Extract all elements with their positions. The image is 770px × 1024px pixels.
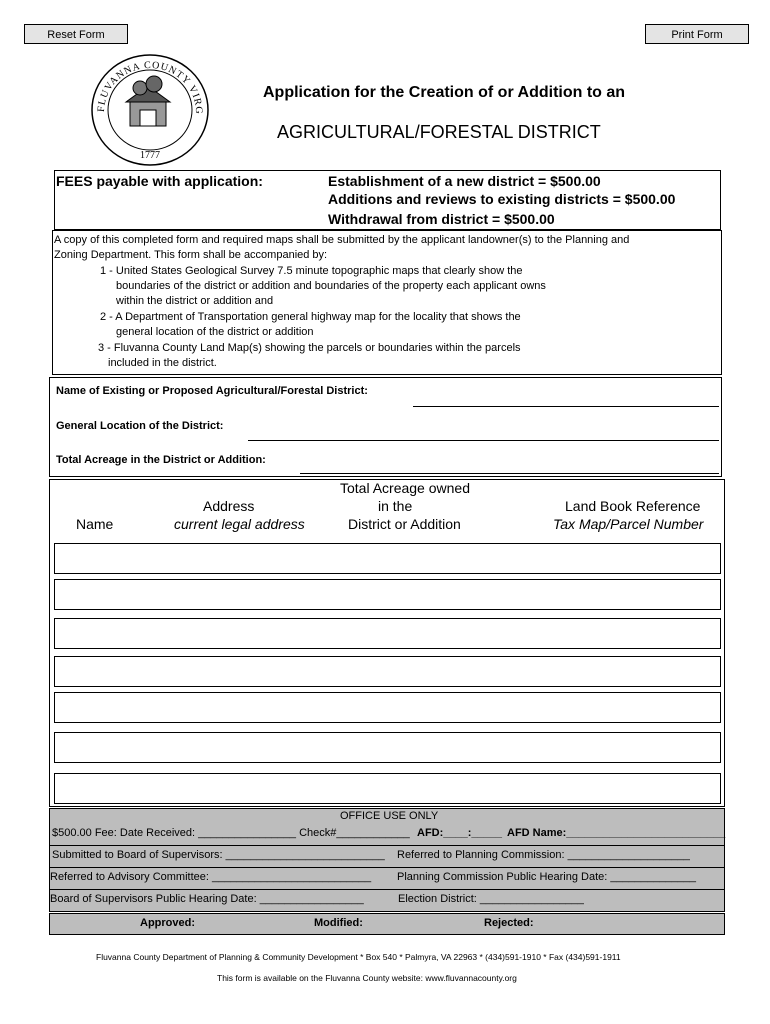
- col-header-acreage: Total Acreage owned: [340, 480, 470, 496]
- office-board-submitted: Submitted to Board of Supervisors: __________________________: [52, 849, 385, 861]
- landowner-row-7[interactable]: [54, 773, 721, 804]
- instruction-item-2: 2 - A Department of Transportation general highway map for the locality that shows the: [100, 311, 521, 323]
- instructions-intro: A copy of this completed form and required maps shall be submitted by the applicant landowner(s) to the Planning and: [54, 234, 630, 246]
- office-board-hearing: Board of Supervisors Public Hearing Date: _________________: [50, 893, 364, 905]
- instruction-item-2-cont: general location of the district or addition: [116, 326, 314, 338]
- office-approved: Approved:: [140, 917, 195, 929]
- office-modified: Modified:: [314, 917, 363, 929]
- svg-text:1777: 1777: [140, 150, 160, 161]
- col-header-name: Name: [76, 516, 114, 532]
- fee-withdrawal: Withdrawal from district = $500.00: [328, 211, 555, 227]
- district-acreage-field[interactable]: [300, 473, 719, 474]
- office-planning-referred: Referred to Planning Commission: ____________________: [397, 849, 690, 861]
- office-advisory: Referred to Advisory Committee: __________________________: [50, 871, 372, 883]
- svg-text:FLUVANNA COUNTY VIRGINIA: FLUVANNA COUNTY VIRG: [95, 59, 205, 115]
- district-acreage-label: Total Acreage in the District or Addition:: [56, 454, 266, 466]
- fee-additions: Additions and reviews to existing districts = $500.00: [328, 191, 676, 207]
- footer-contact: Fluvanna County Department of Planning & Community Development * Box 540 * Palmyra, VA 22963 * (434)591-1910 * Fax (434)591-1911: [96, 952, 621, 962]
- instruction-item-1-cont2: within the district or addition and: [116, 295, 274, 307]
- instruction-item-3-cont: included in the district.: [108, 357, 217, 369]
- district-location-field[interactable]: [248, 440, 719, 441]
- office-rejected: Rejected:: [484, 917, 534, 929]
- title-line1: Application for the Creation of or Addition to an: [263, 84, 626, 101]
- office-election-district: Election District: _________________: [398, 893, 584, 905]
- fee-establishment: Establishment of a new district = $500.00: [328, 173, 601, 189]
- reset-form-button[interactable]: Reset Form: [24, 24, 128, 44]
- office-planning-hearing: Planning Commission Public Hearing Date: ______________: [397, 871, 697, 883]
- landowner-row-6[interactable]: [54, 732, 721, 763]
- landowner-row-2[interactable]: [54, 579, 721, 610]
- landowner-row-5[interactable]: [54, 692, 721, 723]
- office-afd-name: AFD Name:__________________________: [507, 827, 726, 839]
- footer-website: This form is available on the Fluvanna County website: www.fluvannacounty.org: [217, 973, 517, 983]
- landowner-row-3[interactable]: [54, 618, 721, 649]
- fees-label: FEES payable with application:: [56, 173, 263, 189]
- district-name-label: Name of Existing or Proposed Agricultural/Forestal District:: [56, 385, 368, 397]
- county-seal-logo: [88, 52, 212, 170]
- col-header-acreage-3: District or Addition: [348, 516, 461, 532]
- print-form-button[interactable]: Print Form: [645, 24, 749, 44]
- office-afd: AFD:____:_____: [417, 827, 502, 839]
- col-header-acreage-2: in the: [378, 498, 413, 514]
- col-header-landbook: Land Book Reference: [565, 498, 701, 514]
- col-header-address-sub: current legal address: [174, 516, 305, 532]
- office-fee-line: $500.00 Fee: Date Received: ________________ Check#____________: [52, 827, 410, 839]
- instruction-item-1: 1 - United States Geological Survey 7.5 minute topographic maps that clearly show the: [100, 265, 523, 277]
- col-header-address: Address: [203, 498, 255, 514]
- instructions-intro-cont: Zoning Department. This form shall be accompanied by:: [54, 249, 328, 261]
- instruction-item-1-cont: boundaries of the district or addition and boundaries of the property each applicant owns: [116, 280, 546, 292]
- district-location-label: General Location of the District:: [56, 420, 224, 432]
- landowner-row-1[interactable]: [54, 543, 721, 574]
- col-header-landbook-sub: Tax Map/Parcel Number: [553, 516, 704, 532]
- instruction-item-3: 3 - Fluvanna County Land Map(s) showing the parcels or boundaries within the parcels: [98, 342, 521, 354]
- landowner-row-4[interactable]: [54, 656, 721, 687]
- district-name-field[interactable]: [413, 406, 719, 407]
- office-use-heading: OFFICE USE ONLY: [340, 810, 439, 822]
- page-title: AGRICULTURAL/FORESTAL DISTRICT: [277, 122, 601, 142]
